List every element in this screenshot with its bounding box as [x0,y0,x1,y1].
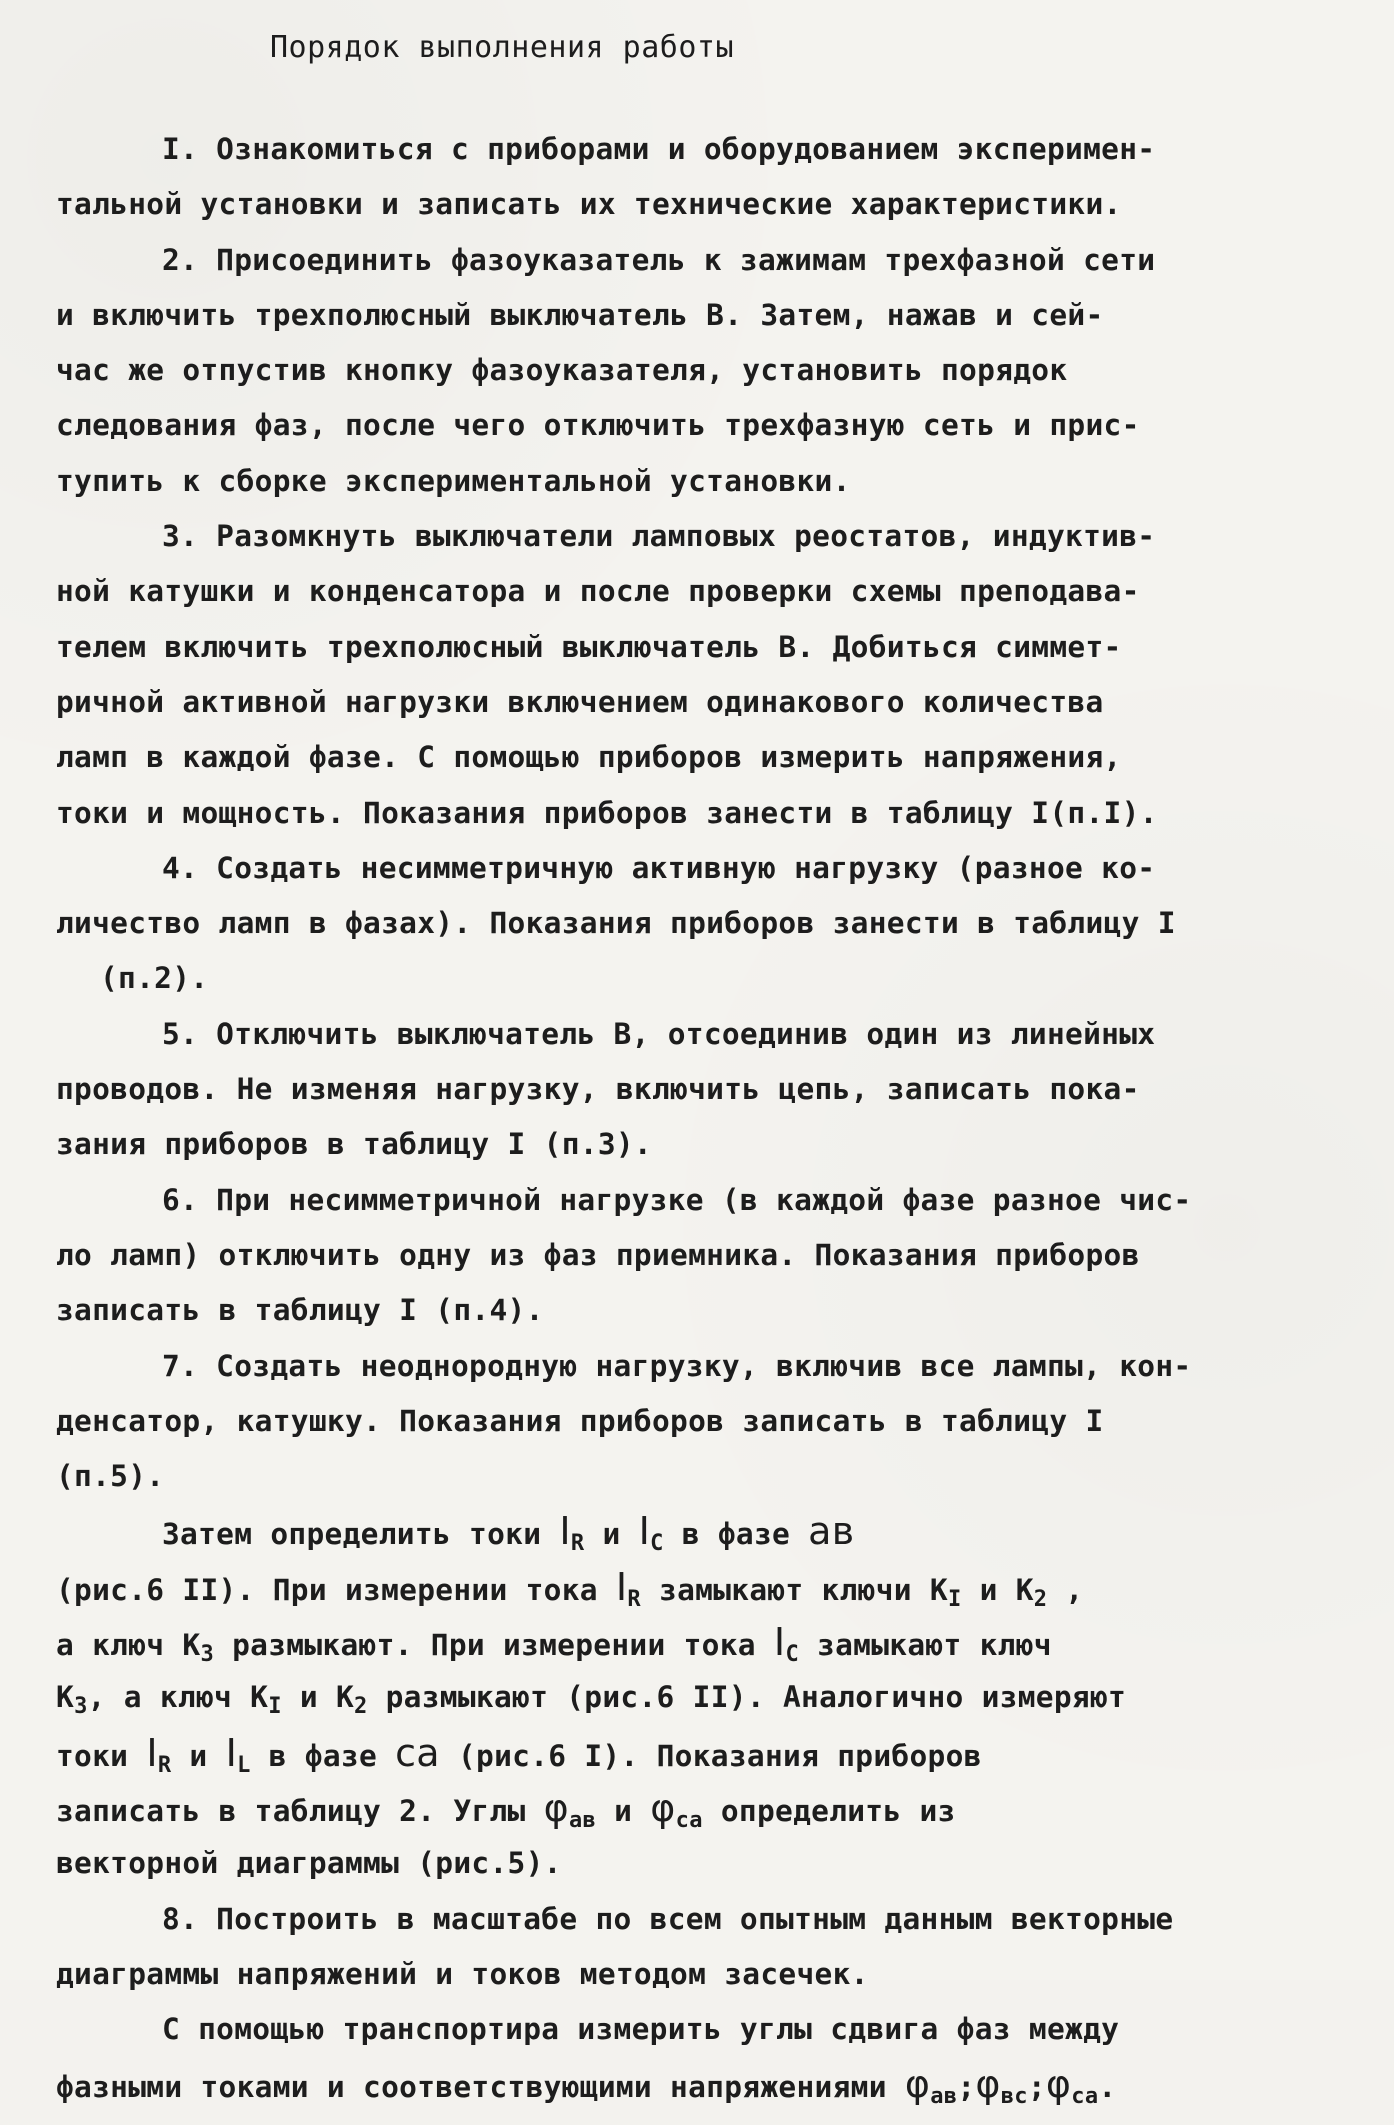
text-line: и включить трехполюсный выключатель В. Затем, нажав и сей- [56,297,1104,332]
text-line: денсатор, катушку. Показания приборов записать в таблицу I [56,1403,1104,1438]
text-line: проводов. Не изменяя нагрузку, включить цепь, записать пока- [56,1072,1140,1107]
text-line: тальной установки и записать их технические характеристики. [56,187,1122,222]
text-line: (п.5). [56,1459,165,1494]
text-line: токи $I_R$ и $I_L$ в фазе са (рис.6 I). Показания приборов [56,1730,982,1778]
text-line: ламп в каждой фазе. С помощью приборов измерить напряжения, [56,740,1122,775]
text-line: 5. Отключить выключатель В, отсоединив один из линейных [162,1016,1156,1051]
text-line: 8. Построить в масштабе по всем опытным данным векторные [162,1901,1174,1936]
text-line: $K_3$, а ключ $K_I$ и $K_2$ размыкают (рис.6 II). Аналогично измеряют [56,1680,1127,1720]
text-line: 4. Создать несимметричную активную нагрузку (разное ко- [162,850,1156,885]
text-line: час же отпустив кнопку фазоуказателя, установить порядок [56,353,1068,388]
text-line: ричной активной нагрузки включением одинакового количества [56,684,1104,719]
text-line: 6. При несимметричной нагрузке (в каждой фазе разное чис- [162,1182,1192,1217]
text-line: 3. Разомкнуть выключатели ламповых реостатов, индуктив- [162,519,1156,554]
text-line: записать в таблицу 2. Углы $\varphi_{ав}$ и $\varphi_{са}$ определить из [56,1785,956,1833]
text-line: зания приборов в таблицу I (п.3). [56,1127,652,1162]
text-line: фазными токами и соответствующими напряжениями $\varphi_{ав};\varphi_{вс};\varphi_{са}$. [56,2062,1117,2110]
text-line: (п.2). [100,961,209,996]
text-line: следования фаз, после чего отключить трехфазную сеть и прис- [56,408,1140,443]
text-line: I. Ознакомиться с приборами и оборудованием эксперимен- [162,132,1156,166]
text-line: (рис.6 II). При измерении тока $I_R$ замыкают ключи $K_I$ и $K_2$ , [56,1564,1084,1612]
text-line: С помощью транспортира измерить углы сдвига фаз между [162,2012,1120,2047]
text-line: записать в таблицу I (п.4). [56,1293,544,1328]
text-line: ной катушки и конденсатора и после проверки схемы преподава- [56,574,1140,609]
text-line: диаграммы напряжений и токов методом засечек. [56,1956,869,1991]
text-line: векторной диаграммы (рис.5). [56,1846,562,1881]
body-text [56,122,1356,2113]
text-line: 7. Создать неоднородную нагрузку, включив все лампы, кон- [162,1348,1192,1383]
text-line: телем включить трехполюсный выключатель В. Добиться симмет- [56,629,1122,664]
paragraph-block [56,122,1356,1504]
text-line: ло ламп) отключить одну из фаз приемника. Показания приборов [56,1237,1140,1272]
text-line: а ключ $K_3$ размыкают. При измерении тока $I_C$ замыкают ключ [56,1620,1052,1668]
text-line: личество ламп в фазах). Показания приборов занести в таблицу I [56,906,1176,941]
text-line: 2. Присоединить фазоуказатель к зажимам трехфазной сети [162,242,1156,277]
text-line: токи и мощность. Показания приборов занести в таблицу I(п.I). [56,795,1158,830]
paragraph-block [56,1836,1356,2057]
page-title: Порядок выполнения работы [270,30,735,65]
text-line: Затем определить токи $I_R$ и $I_C$ в фазе ав [162,1509,855,1557]
text-line: тупить к сборке экспериментальной установки. [56,463,851,498]
